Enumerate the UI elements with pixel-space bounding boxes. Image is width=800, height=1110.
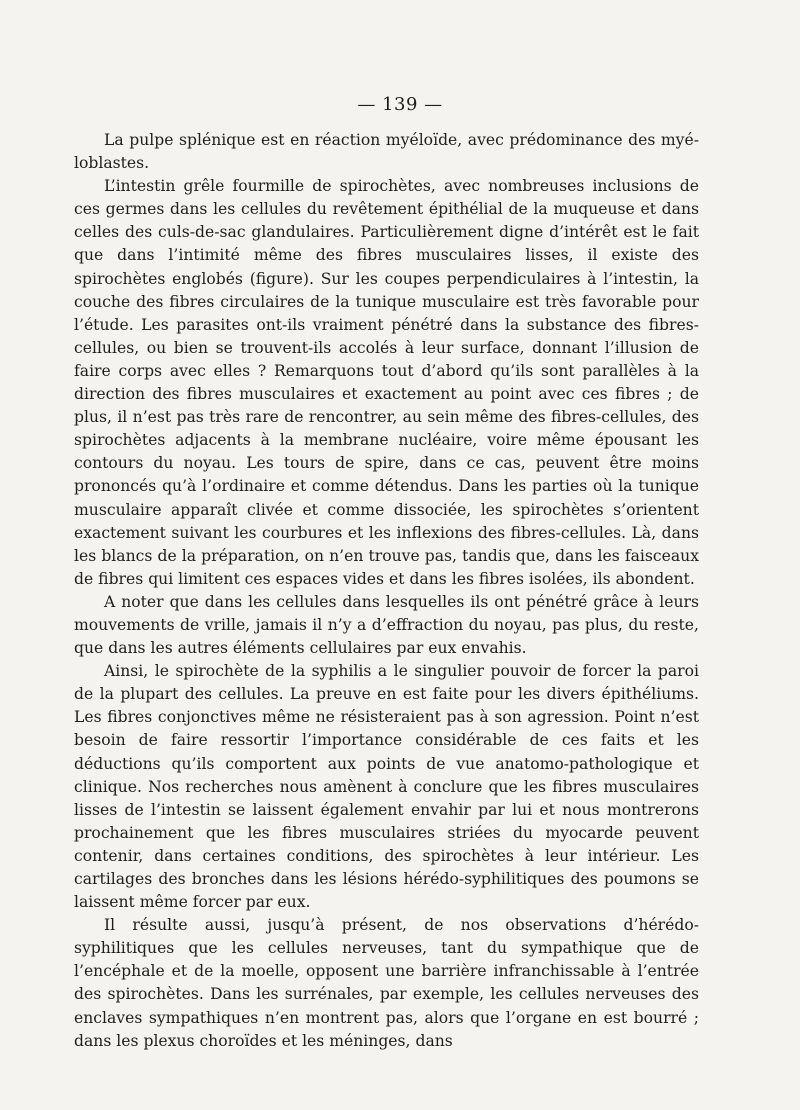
body-text bbox=[74, 129, 699, 1053]
paragraph-4: Ainsi, le spirochète de la syphilis a le singulier pouvoir de forcer la paroi de la plupart des cellules. La preuve en est faite pour les divers épithéliums. Les fibres conjonctives même ne résisteraient pas à son agression. Point n’est besoin de faire ressortir l’importance considérable de ces faits et les déductions qu’ils comportent aux points de vue anatomo-pathologique et clinique. Nos recherches nous amènent à conclure que les fibres musculaires lisses de l’intestin se laissent également envahir par lui et nous montrerons prochainement que les fibres musculaires striées du myocarde peuvent contenir, dans certaines conditions, des spirochètes à leur intérieur. Les cartilages des bronches dans les lésions hérédo-syphilitiques des poumons se laissent même forcer par eux. bbox=[74, 662, 699, 912]
page-number: — 139 — bbox=[357, 94, 443, 115]
paragraph-3: A noter que dans les cellules dans lesquelles ils ont pénétré grâce à leurs mouvements de vrille, jamais il n’y a d’effraction du noyau, pas plus, du reste, que dans les autres éléments cellulaires par eux envahis. bbox=[74, 592, 699, 658]
paragraph-5: Il résulte aussi, jusqu’à présent, de nos observations d’hérédo-syphilitiques que les cellules nerveuses, tant du sympathique que de l’encéphale et de la moelle, opposent une barrière infranchissable à l’entrée des spirochètes. Dans les surrénales, par exemple, les cellules nerveuses des enclaves sympathiques n’en montrent pas, alors que l’organe en est bourré ; dans les plexus choroïdes et les méninges, dans bbox=[74, 916, 699, 1050]
paragraph-2: L’intestin grêle fourmille de spirochètes, avec nombreuses inclusions de ces germes dans les cellules du revêtement épithélial de la muqueuse et dans celles des culs-de-sac glandulaires. Particulièrement digne d’intérêt est le fait que dans l’intimité même des fibres musculaires lisses, il existe des spirochètes englobés (figure). Sur les coupes perpendiculaires à l’intestin, la couche des fibres circulaires de la tunique musculaire est très favorable pour l’étude. Les parasites ont-ils vraiment pénétré dans la substance des fibres-cellules, ou bien se trouvent-ils accolés à leur surface, donnant l’illusion de faire corps avec elles ? Remarquons tout d’abord qu’ils sont parallèles à la direction des fibres musculaires et exactement au point avec ces fibres ; de plus, il n’est pas très rare de rencontrer, au sein même des fibres-cellules, des spirochètes adjacents à la membrane nucléaire, voire même épousant les contours du noyau. Les tours de spire, dans ce cas, peuvent être moins prononcés qu’à l’ordinaire et comme détendus. Dans les parties où la tunique musculaire apparaît clivée et comme dissociée, les spirochètes s’orientent exactement suivant les courbures et les inflexions des fibres-cellules. Là, dans les blancs de la préparation, on n’en trouve pas, tandis que, dans les faisceaux de fibres qui limitent ces espaces vides et dans les fibres isolées, ils abondent. bbox=[74, 177, 699, 588]
paragraph-1: La pulpe splénique est en réaction myéloïde, avec prédominance des myé-loblastes. bbox=[74, 131, 699, 173]
